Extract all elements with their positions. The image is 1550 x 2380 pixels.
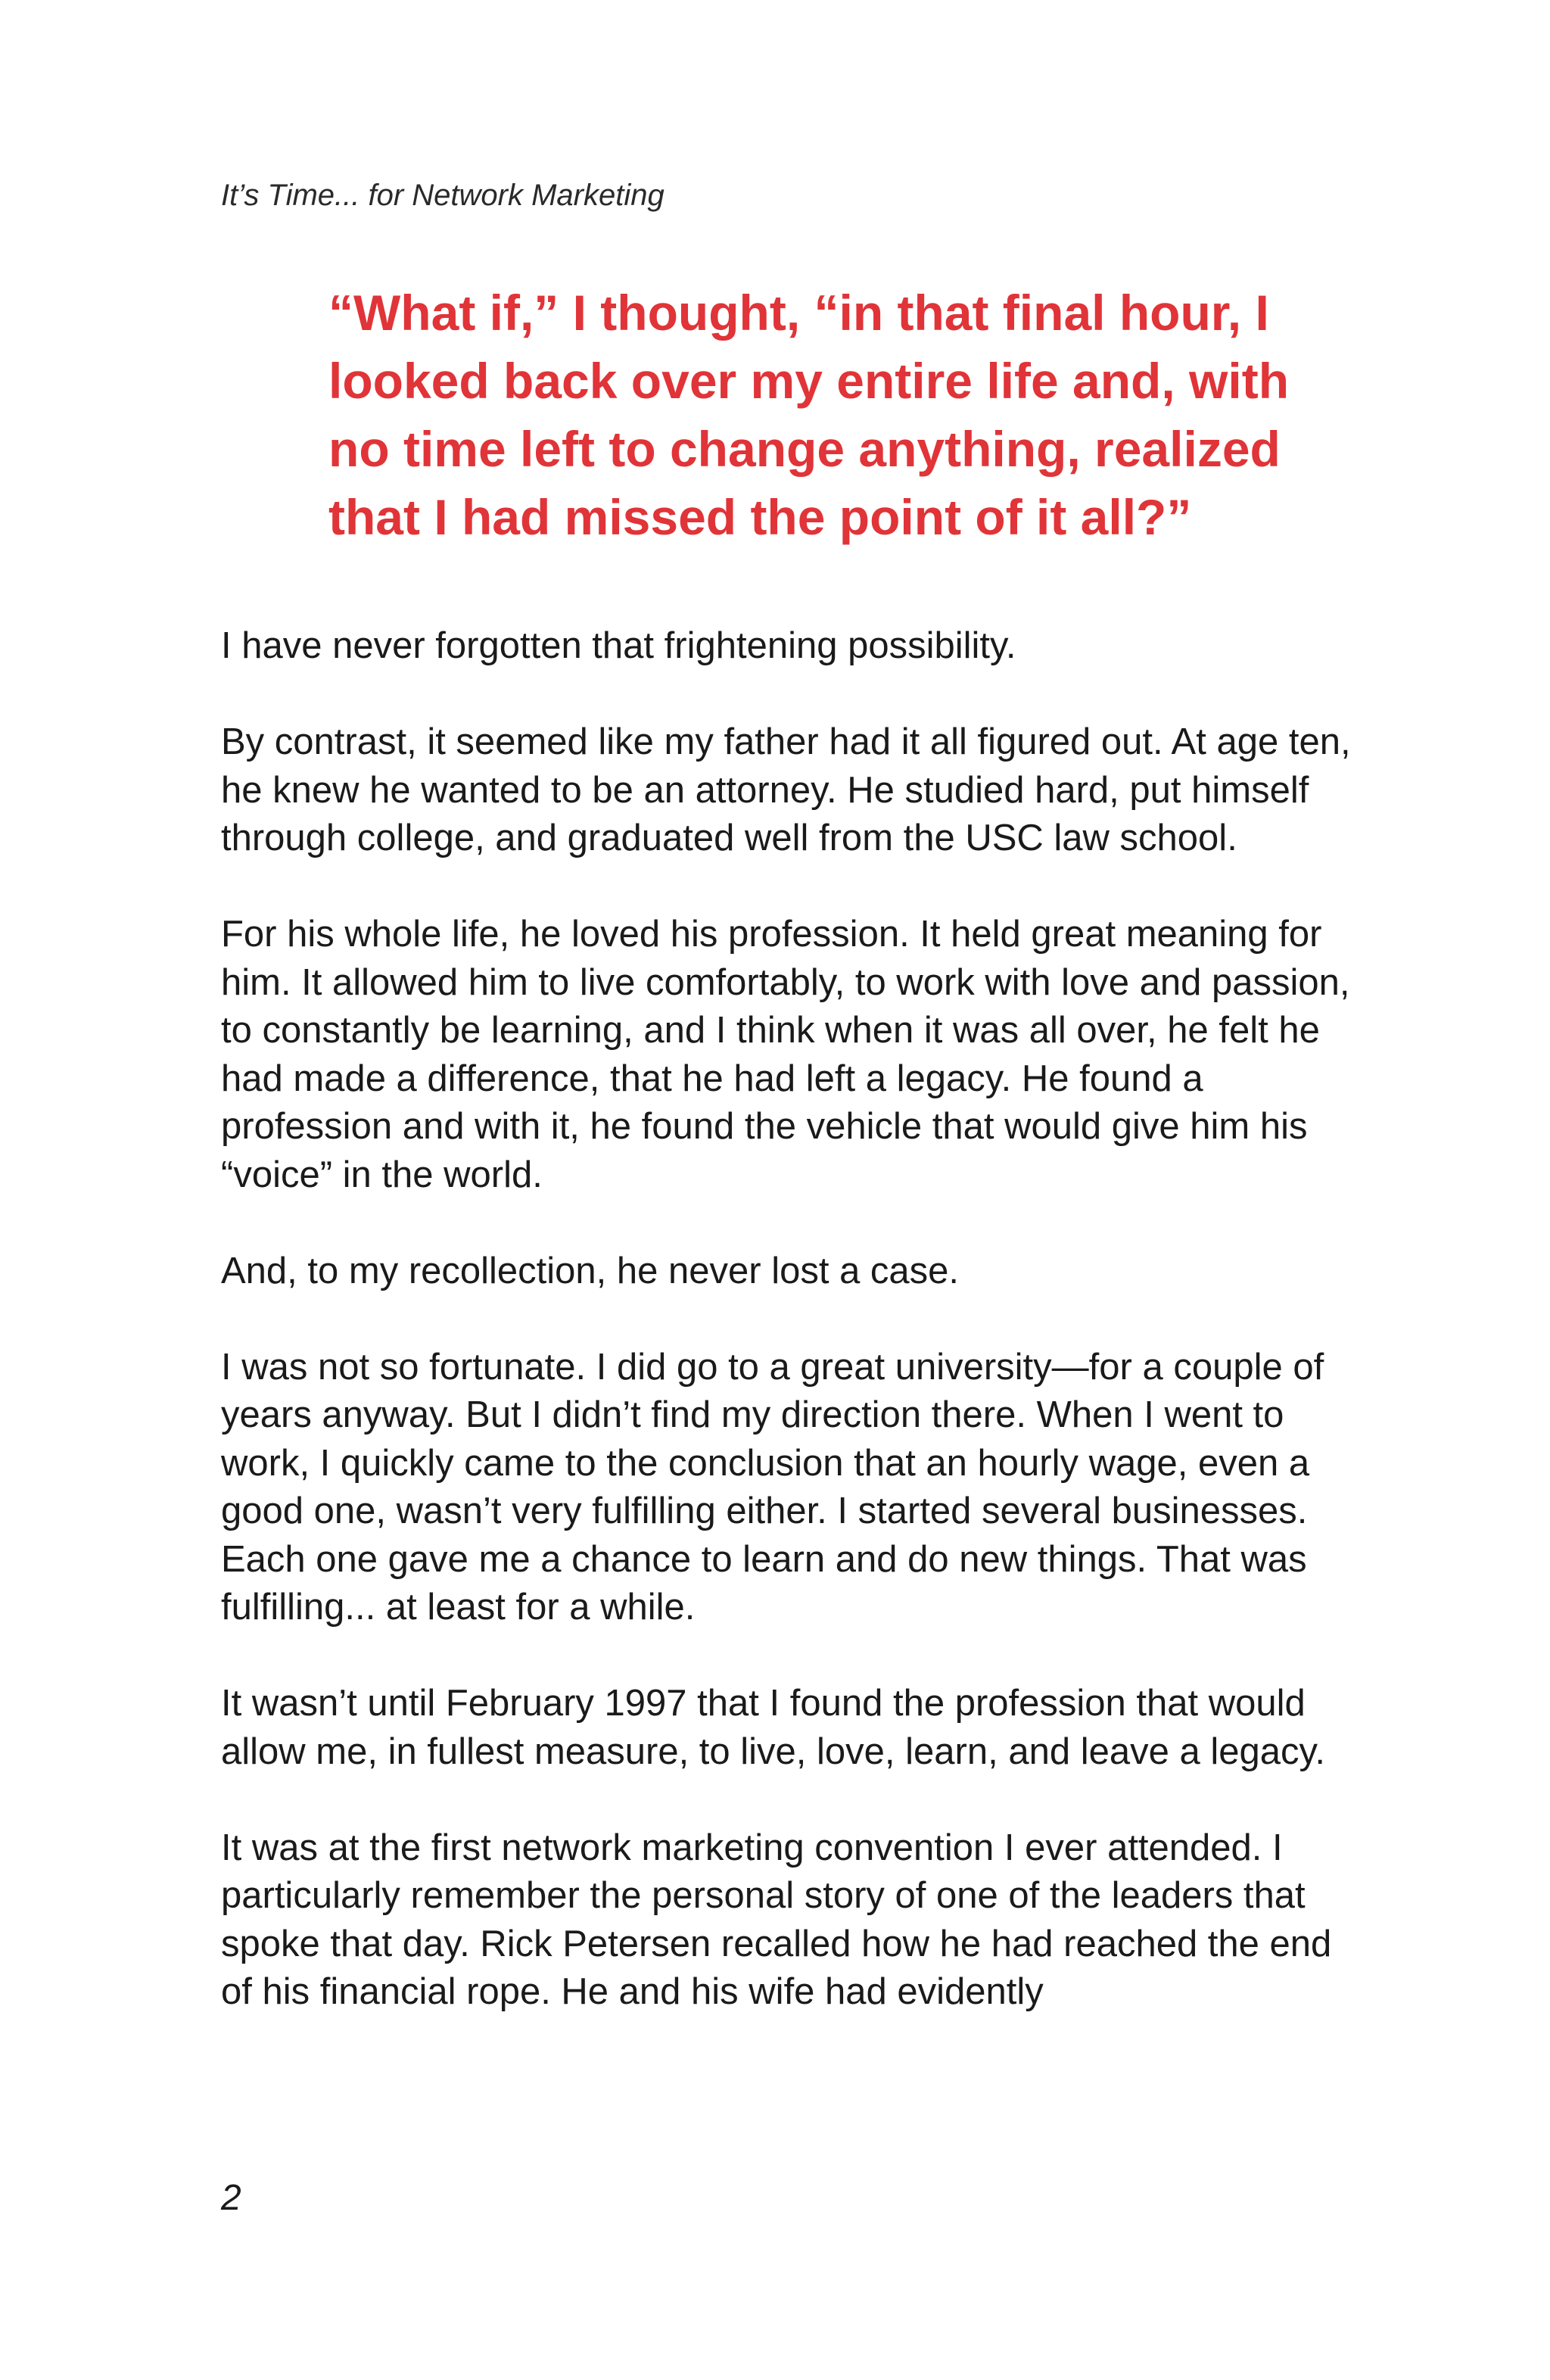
body-paragraph: For his whole life, he loved his profession. It held great meaning for him. It allowed him to live comfortably, to work with love and passion, to constantly be learning, and I think when it was all over, he felt he had made a difference, that he had left a legacy. He found a profession and with it, he found the vehicle that would give him his “voice” in the world.	[221, 914, 1350, 1195]
body-paragraph: It was at the first network marketing convention I ever attended. I particularly remember the personal story of one of the leaders that spoke that day. Rick Petersen recalled how he had reached the end of his financial rope. He and his wife had evidently	[221, 1827, 1332, 2012]
body-paragraph: And, to my recollection, he never lost a case.	[221, 1250, 960, 1291]
running-head-title: It’s Time... for Network Marketing	[221, 179, 665, 212]
body-paragraph: It wasn’t until February 1997 that I found the profession that would allow me, in fullest measure, to live, love, learn, and leave a legacy.	[221, 1683, 1325, 1772]
page-number: 2	[221, 2178, 241, 2218]
body-text	[221, 622, 1356, 2064]
body-paragraph: By contrast, it seemed like my father had it all figured out. At age ten, he knew he wanted to be an attorney. He studied hard, put himself through college, and graduated well from the USC law school.	[221, 721, 1351, 858]
body-paragraph: I was not so fortunate. I did go to a great university—for a couple of years anyway. But I didn’t find my direction there. When I went to work, I quickly came to the conclusion that an hourly wage, even a good one, wasn’t very fulfilling either. I started several businesses. Each one gave me a chance to learn and do new things. That was fulfilling... at least for a while.	[221, 1346, 1324, 1628]
pull-quote: “What if,” I thought, “in that final hour, I looked back over my entire life and, with no time left to change anything, realized that I had missed the point of it all?”	[328, 285, 1290, 545]
body-paragraph: I have never forgotten that frightening possibility.	[221, 625, 1016, 666]
